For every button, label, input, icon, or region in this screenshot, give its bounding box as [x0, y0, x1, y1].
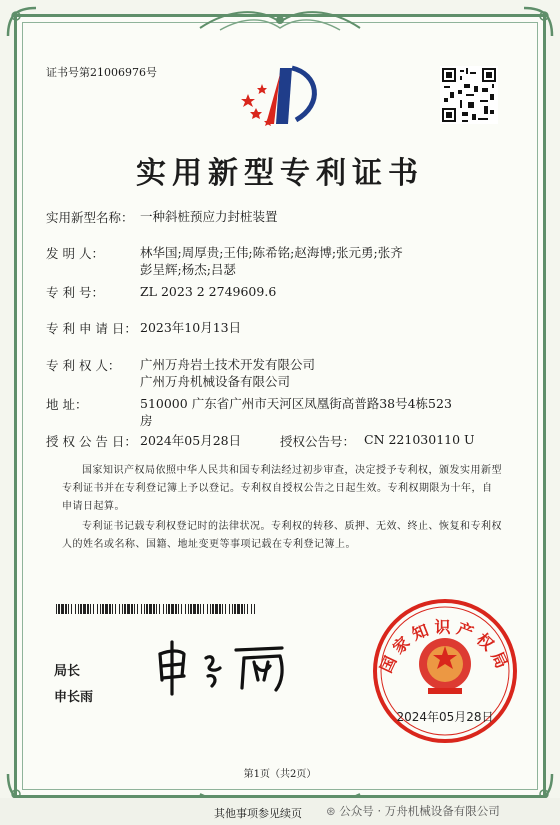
- application-date-label: 专 利 申 请 日：: [46, 321, 137, 336]
- certificate-number: 证书号第21006976号: [46, 66, 157, 79]
- address-label: 地 址：: [46, 397, 88, 412]
- patent-number-value: ZL 2023 2 2749609.6: [140, 284, 277, 299]
- corner-ornament-tl: [4, 4, 40, 40]
- application-date-value: 2023年10月13日: [140, 320, 242, 335]
- barcode-icon: [56, 604, 256, 614]
- statement-paragraph-1: 国家知识产权局依照中华人民共和国专利法经过初步审查，决定授予专利权，颁发实用新型专利证书并在专利登记簿上予以登记。专利权自授权公告之日起生效。专利权期限为十年，自申请日起算。: [62, 465, 502, 512]
- certificate-title: 实用新型专利证书: [136, 156, 424, 191]
- patentee-value-line2: 广州万舟机械设备有限公司: [140, 374, 291, 389]
- statement-paragraph-2: 专利证书记载专利权登记时的法律状况。专利权的转移、质押、无效、终止、恢复和专利权人的姓名或名称、国籍、地址变更等事项记载在专利登记簿上。: [62, 521, 502, 550]
- source-watermark-text: 公众号 · 万舟机械设备有限公司: [339, 804, 500, 818]
- seal-date: 2024年05月28日: [396, 710, 494, 724]
- seal-text: 国家知识产权局: [376, 617, 514, 676]
- wechat-icon: ⊛: [326, 804, 340, 818]
- inventor-label: 发 明 人：: [46, 246, 104, 261]
- page-number: 第1页（共2页）: [243, 769, 317, 780]
- patentee-value-line1: 广州万舟岩土技术开发有限公司: [140, 357, 316, 372]
- grant-number-value: CN 221030110 U: [364, 432, 475, 447]
- top-ornament: [190, 6, 370, 36]
- cnipa-logo-icon: [236, 64, 326, 136]
- address-value-line1: 510000 广东省广州市天河区凤凰街高普路38号4栋523: [140, 396, 452, 411]
- grant-date-label: 授 权 公 告 日：: [46, 434, 137, 449]
- inventor-value-line2: 彭呈辉;杨杰;吕瑟: [140, 262, 236, 277]
- corner-ornament-tr: [520, 4, 556, 40]
- qr-code-icon: [440, 66, 498, 124]
- director-name: 申长雨: [54, 690, 94, 705]
- patentee-label: 专 利 权 人：: [46, 358, 121, 373]
- utility-model-name-value: 一种斜桩预应力封桩装置: [140, 209, 278, 224]
- address-value-line2: 房: [140, 413, 153, 428]
- director-role: 局长: [54, 664, 81, 679]
- source-watermark: [326, 803, 500, 819]
- continuation-note: 其他事项参见续页: [214, 807, 302, 820]
- grant-date-value: 2024年05月28日: [140, 433, 242, 448]
- grant-number-label: 授权公告号：: [280, 434, 356, 449]
- director-signature-icon: [150, 636, 300, 698]
- utility-model-name-label: 实用新型名称：: [46, 210, 134, 225]
- inventor-value-line1: 林华国;周厚贵;王伟;陈希铭;赵海博;张元勇;张齐: [140, 245, 403, 260]
- patent-number-label: 专 利 号：: [46, 285, 104, 300]
